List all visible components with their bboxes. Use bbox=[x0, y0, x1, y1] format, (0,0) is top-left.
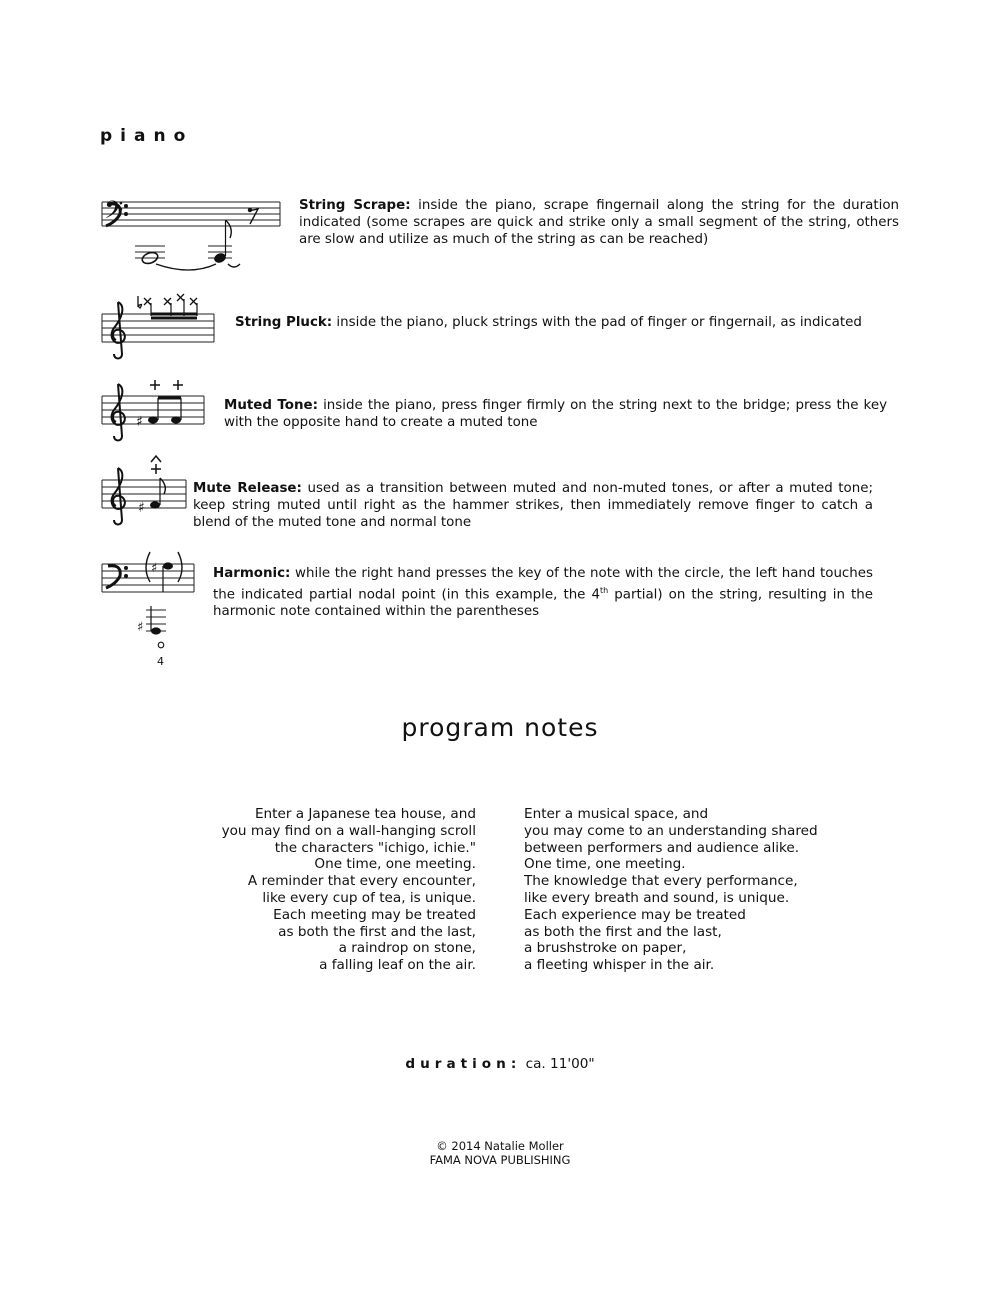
term-mute-release: Mute Release: bbox=[193, 481, 302, 496]
poem-line: The knowledge that every performance, bbox=[524, 873, 798, 890]
program-notes-title: program notes bbox=[401, 713, 599, 742]
poem-line: a raindrop on stone, bbox=[338, 940, 476, 957]
string-scrape-notation bbox=[100, 190, 290, 275]
duration-value: ca. 11'00" bbox=[525, 1056, 595, 1072]
section-title: piano bbox=[100, 126, 194, 146]
string-scrape-description: String Scrape: inside the piano, scrape fingernail along the string for the duration indicated (some scrapes are quick and strike only a small segment of the string, others are slow and utilize as much of the string as can be reached) bbox=[299, 198, 900, 247]
poem-line: like every breath and sound, is unique. bbox=[524, 889, 790, 906]
mute-release-description: Mute Release: used as a transition between muted and non-muted tones, or after a muted tone; keep string muted until right as the hammer strikes, then immediately remove finger to catch a blend of the muted tone and normal tone bbox=[193, 481, 873, 530]
poem-line: a falling leaf on the air. bbox=[319, 957, 476, 974]
string-pluck-description: String Pluck: inside the piano, pluck strings with the pad of finger or fingernail, as indicated bbox=[235, 315, 862, 330]
poem-line: Each experience may be treated bbox=[524, 906, 746, 923]
publisher: FAMA NOVA PUBLISHING bbox=[429, 1153, 571, 1167]
duration-label: duration: bbox=[405, 1056, 522, 1072]
poem-line: the characters "ichigo, ichie." bbox=[274, 839, 476, 856]
poem-line: as both the first and the last, bbox=[278, 923, 476, 940]
svg-text:♯: ♯ bbox=[137, 620, 144, 635]
muted-tone-description: Muted Tone: inside the piano, press finger firmly on the string next to the bridge; press the key with the opposite hand to create a muted tone bbox=[224, 398, 887, 430]
poem-right-column bbox=[524, 806, 854, 974]
poem-line: you may come to an understanding shared bbox=[524, 822, 818, 839]
poem-line: Each meeting may be treated bbox=[273, 906, 476, 923]
term-muted-tone: Muted Tone: bbox=[224, 398, 318, 413]
term-harmonic: Harmonic: bbox=[213, 566, 291, 581]
poem-line: Enter a Japanese tea house, and bbox=[254, 806, 476, 822]
poem-line: between performers and audience alike. bbox=[524, 839, 800, 856]
duration bbox=[0, 1056, 1000, 1072]
poem-line: Enter a musical space, and bbox=[524, 806, 709, 822]
poem-line: like every cup of tea, is unique. bbox=[262, 889, 476, 906]
string-pluck-notation bbox=[100, 292, 220, 362]
muted-tone-notation bbox=[100, 378, 210, 444]
poem-line: a fleeting whisper in the air. bbox=[524, 957, 715, 974]
poem-line: as both the first and the last, bbox=[524, 923, 722, 940]
svg-text:♯: ♯ bbox=[136, 414, 143, 430]
poem-line: A reminder that every encounter, bbox=[247, 873, 476, 890]
svg-text:♯: ♯ bbox=[138, 500, 145, 516]
footer bbox=[0, 1139, 1000, 1167]
poem-line: a brushstroke on paper, bbox=[524, 940, 687, 957]
svg-text:𝄢: 𝄢 bbox=[104, 196, 124, 231]
harmonic-description: Harmonic: while the right hand presses the key of the note with the circle, the left hand touches the indicated partial nodal point (in this example, the 4th partial) on the string, resulting in the harmonic note contained within the parentheses bbox=[213, 566, 874, 620]
svg-text:♯: ♯ bbox=[151, 561, 158, 576]
poem-line: One time, one meeting. bbox=[524, 856, 686, 873]
harmonic-partial-number: 4 bbox=[157, 655, 164, 668]
poem-line: you may find on a wall-hanging scroll bbox=[221, 822, 476, 839]
term-string-pluck: String Pluck: bbox=[235, 315, 333, 330]
harmonic-notation bbox=[100, 548, 200, 672]
poem-left-column bbox=[176, 806, 476, 974]
poem-line: One time, one meeting. bbox=[314, 856, 476, 873]
copyright: © 2014 Natalie Moller bbox=[436, 1139, 564, 1153]
term-string-scrape: String Scrape: bbox=[299, 198, 411, 213]
mute-release-notation bbox=[100, 454, 190, 530]
